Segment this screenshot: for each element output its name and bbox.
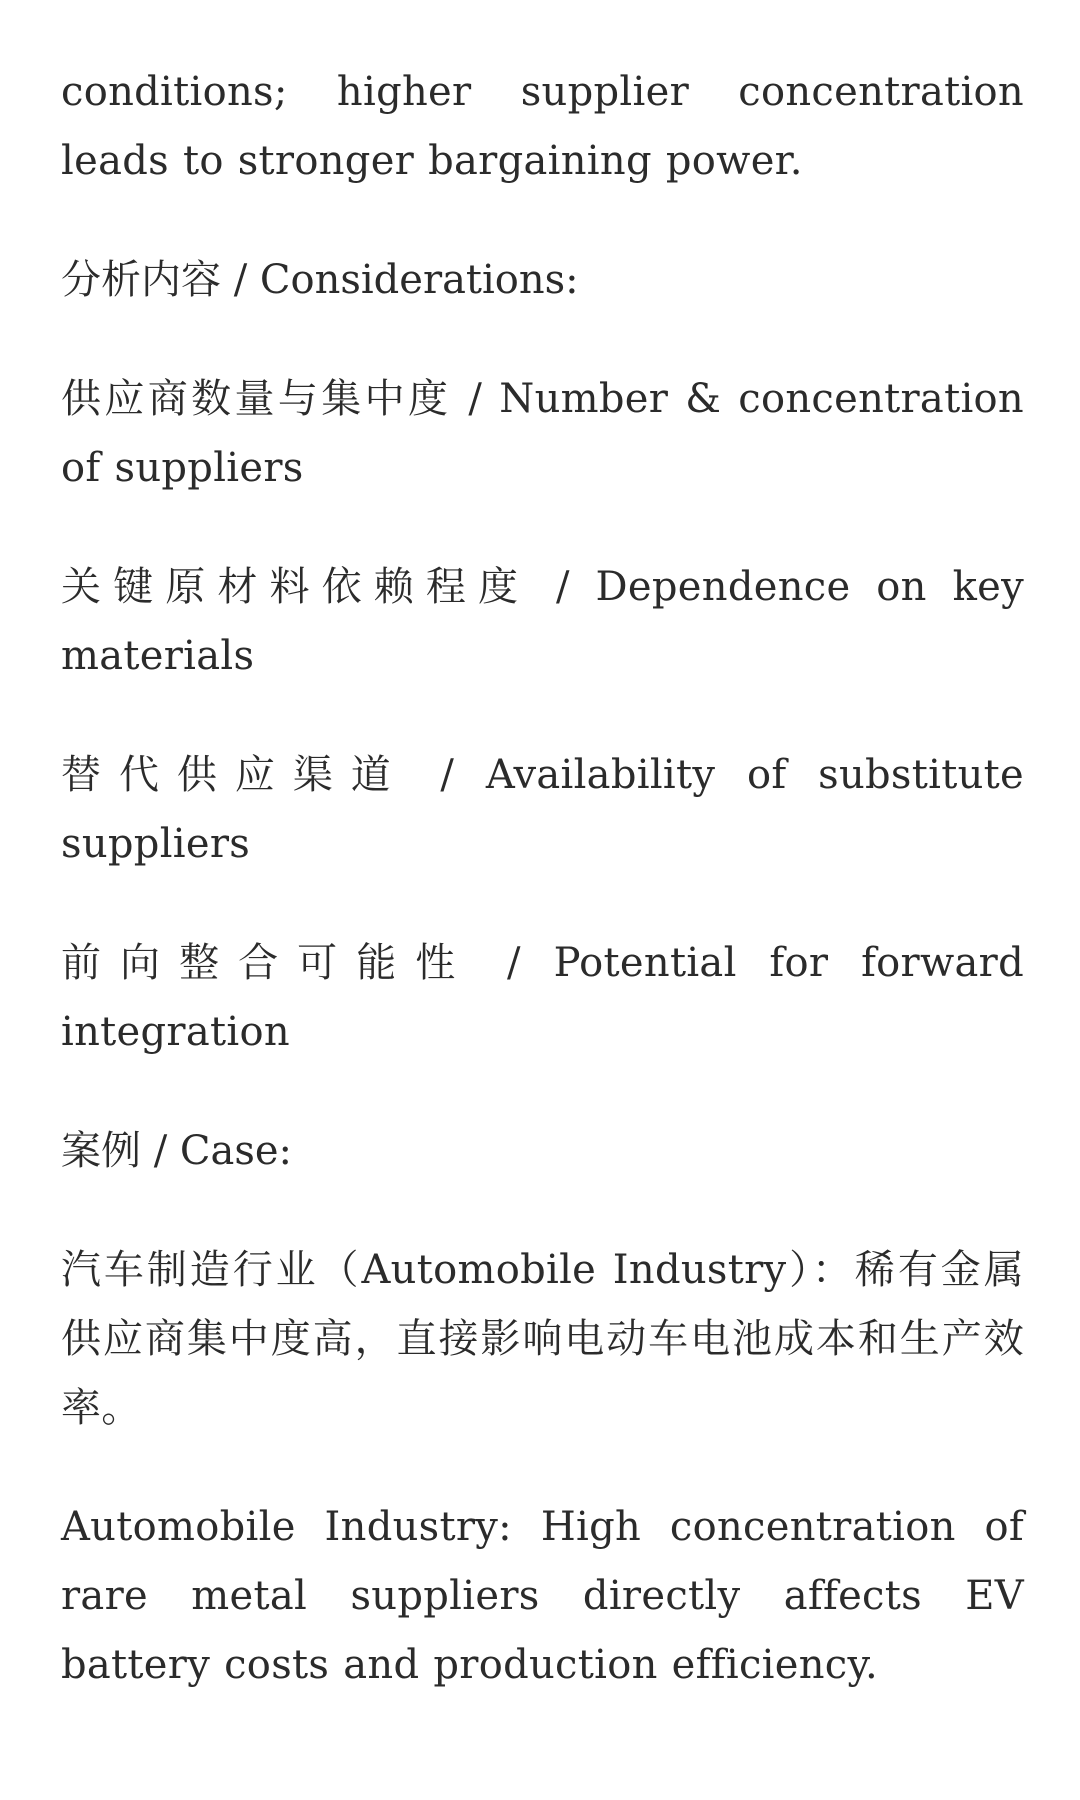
- case-paragraph-zh: 汽车制造行业（Automobile Industry）：稀有金属供应商集中度高，直接影响电动车电池成本和生产效率。: [61, 1247, 1024, 1431]
- considerations-heading: 分析内容 / Considerations:: [61, 257, 579, 303]
- consideration-item: 关键原材料依赖程度 / Dependence on key materials: [61, 564, 1024, 679]
- consideration-item: 替代供应渠道 / Availability of substitute suppliers: [61, 752, 1024, 867]
- case-heading: 案例 / Case:: [61, 1128, 293, 1174]
- intro-paragraph: conditions; higher supplier concentration leads to stronger bargaining power.: [61, 69, 1024, 184]
- consideration-item: 供应商数量与集中度 / Number & concentration of suppliers: [61, 376, 1024, 491]
- case-paragraph-en: Automobile Industry: High concentration of rare metal suppliers directly affects EV battery costs and production efficiency.: [61, 1504, 1024, 1688]
- consideration-item: 前向整合可能性 / Potential for forward integration: [61, 940, 1024, 1055]
- article-body: [61, 58, 1024, 1750]
